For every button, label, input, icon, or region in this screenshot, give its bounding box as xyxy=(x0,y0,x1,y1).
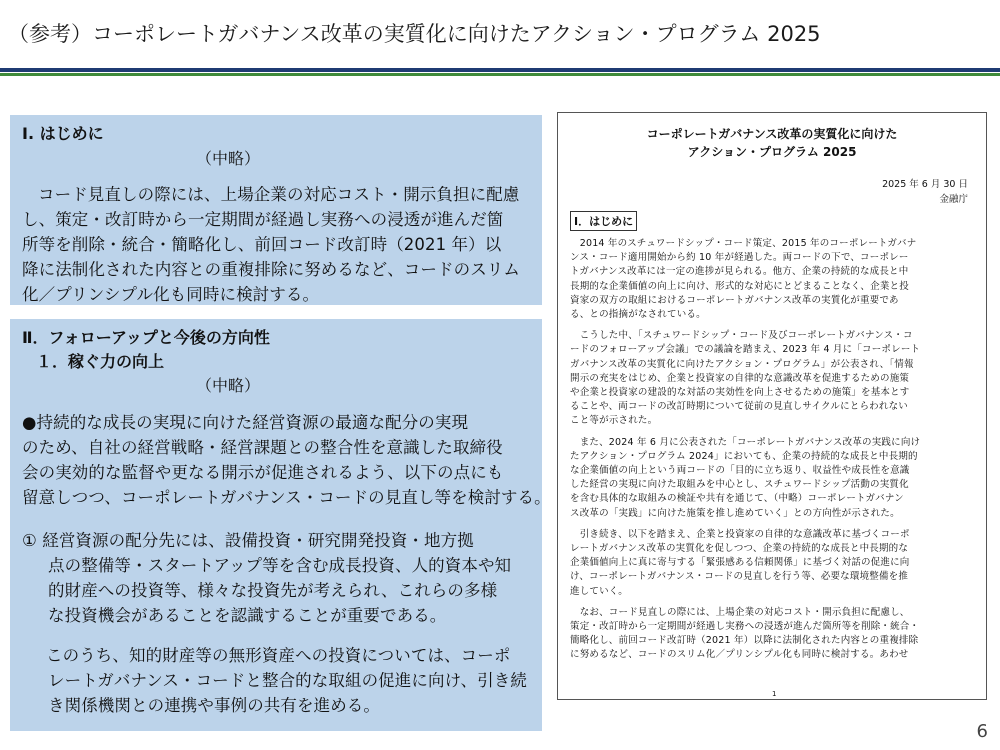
doc-body-line: や企業と投資家の建設的な対話の実効性を向上させるための施策」を基本とす xyxy=(570,387,910,398)
intro-omitted: （中略） xyxy=(196,149,261,168)
doc-body-line: る、との指摘がなされている。 xyxy=(570,309,706,320)
item1-line: な投資機会があることを認識することが重要である。 xyxy=(48,606,447,625)
doc-title-line2: アクション・プログラム 2025 xyxy=(687,145,857,159)
doc-body-line: ガバナンス改革の実質化に向けたアクション・プログラム」が公表され、「情報 xyxy=(570,358,914,370)
doc-footer-mark: 1 xyxy=(772,690,777,698)
bullet-line: ●持続的な成長の実現に向けた経営資源の最適な配分の実現 xyxy=(22,413,469,432)
followup-subheading: １．稼ぐ力の向上 xyxy=(36,352,165,371)
doc-date: 2025 年 6 月 30 日 xyxy=(882,179,968,190)
doc-body-line: ンス・コード適用開始から約 10 年が経過した。両コードの下で、コーポレー xyxy=(570,252,909,264)
doc-body-line: 長期的な企業価値の向上に向け、形式的な対応にとどまることなく、企業と投 xyxy=(570,280,909,292)
bullet-line: のため、自社の経営戦略・経営課題との整合性を意識した取締役 xyxy=(22,438,503,457)
doc-title-line1: コーポレートガバナンス改革の実質化に向けた xyxy=(646,127,898,141)
doc-body-line: 開示の充実をはじめ、企業と投資家の自律的な意識改革を促進するための施策 xyxy=(570,372,910,384)
page-number: 6 xyxy=(976,721,988,742)
intro-heading: I. はじめに xyxy=(22,124,104,143)
doc-body-line: に努めるなど、コードのスリム化／プリンシプル化も同時に検討する。あわせ xyxy=(570,649,909,661)
item1-line: 的財産への投資等、様々な投資先が考えられ、これらの多様 xyxy=(48,581,498,600)
item1-line: ① 経営資源の配分先には、設備投資・研究開発投資・地方拠 xyxy=(22,531,474,550)
doc-body-line: レートガバナンス改革の実質化を促しつつ、企業の持続的な成長と中長期的な xyxy=(570,543,909,554)
doc-body-line: なお、コード見直しの際には、上場企業の対応コスト・開示負担に配慮し、 xyxy=(570,606,910,618)
doc-issuer: 金融庁 xyxy=(939,194,968,205)
intro-line: 降に法制化された内容との重複排除に努めるなど、コードのスリム xyxy=(22,260,520,279)
doc-body-line: 2014 年のスチュワードシップ・コード策定、2015 年のコーポレートガバナ xyxy=(570,238,917,249)
bullet-line: 留意しつつ、コーポレートガバナンス・コードの見直し等を検討する。 xyxy=(22,488,551,507)
followup-omitted: （中略） xyxy=(196,376,261,395)
doc-body-line: け、コーポレートガバナンス・コードの見直しを行う等、必要な環境整備を推 xyxy=(570,571,909,583)
doc-body-line: また、2024 年 6 月に公表された「コーポレートガバナンス改革の実践に向け xyxy=(570,436,921,448)
doc-body-line: した経営の実現に向けた取組みを中心とし、スチュワードシップ活動の実質化 xyxy=(570,479,909,491)
intro-line: 化／プリンシプル化も同時に検討する。 xyxy=(22,285,320,304)
item1-line: 点の整備等・スタートアップ等を含む成長投資、人的資本や知 xyxy=(48,556,512,575)
followup-heading: Ⅱ．フォローアップと今後の方向性 xyxy=(22,328,270,347)
doc-body-line: 企業価値向上に真に寄与する「緊張感ある信頼関係」に基づく対話の促進に向 xyxy=(570,557,910,569)
doc-section-heading: I．はじめに xyxy=(570,211,637,231)
doc-body-line: 進していく。 xyxy=(570,585,629,597)
doc-body-line: ードのフォローアップ会議」での議論を踏まえ、2023 年 4 月に「コーポレート xyxy=(570,344,921,356)
doc-body-line: たアクション・プログラム 2024」においても、企業の持続的な成長と中長期的 xyxy=(570,450,918,462)
doc-body-line: ス改革の「実践」に向けた施策を推し進めていく」との方向性が示された。 xyxy=(570,507,900,519)
doc-body-line: トガバナンス改革には一定の進捗が見られる。他方、企業の持続的な成長と中 xyxy=(570,266,909,278)
doc-body-line: 策定・改訂時から一定期間が経過し実務への浸透が進んだ箇所等を削除・統合・ xyxy=(570,621,920,632)
item2-line: レートガバナンス・コードと整合的な取組の促進に向け、引き続 xyxy=(48,671,527,690)
header-rule-green xyxy=(0,73,1000,76)
doc-body-line: 引き続き、以下を踏まえ、企業と投資家の自律的な意識改革に基づくコーポ xyxy=(570,528,910,540)
doc-body-line: な企業価値の向上という両コードの「目的に立ち返り、収益性や成長性を意識 xyxy=(570,465,910,476)
doc-body-line: こうした中、「スチュワードシップ・コード及びコーポレートガバナンス・コ xyxy=(570,330,913,342)
doc-body-line: 簡略化し、前回コード改訂時（2021 年）以降に法制化された内容との重複排除 xyxy=(570,635,919,647)
followup-panel xyxy=(10,319,551,731)
document-excerpt xyxy=(557,112,987,700)
intro-line: コード見直しの際には、上場企業の対応コスト・開示負担に配慮 xyxy=(38,185,520,204)
header-rule-navy xyxy=(0,68,1000,72)
slide-title: （参考）コーポレートガバナンス改革の実質化に向けたアクション・プログラム 2025 xyxy=(8,22,821,46)
item2-line: き関係機関との連携や事例の共有を進める。 xyxy=(48,696,380,715)
intro-panel xyxy=(10,115,542,305)
item2-line: このうち、知的財産等の無形資産への投資については、コーポ xyxy=(46,646,511,665)
bullet-line: 会の実効的な監督や更なる開示が促進されるよう、以下の点にも xyxy=(22,463,504,482)
doc-body-line: ることや、両コードの改訂時期について従前の見直しサイクルにとらわれない xyxy=(570,401,908,413)
doc-body-line: こと等が示された。 xyxy=(570,415,658,427)
intro-line: 所等を削除・統合・簡略化し、前回コード改訂時（2021 年）以 xyxy=(22,235,502,254)
doc-body-line: 資家の双方の取組におけるコーポレートガバナンス改革の実質化が重要であ xyxy=(570,294,899,306)
intro-line: し、策定・改訂時から一定期間が経過し実務への浸透が進んだ箇 xyxy=(22,210,504,229)
doc-body-line: を含む具体的な取組みの検証や共有を通じて、（中略）コーポレートガバナン xyxy=(570,493,904,505)
